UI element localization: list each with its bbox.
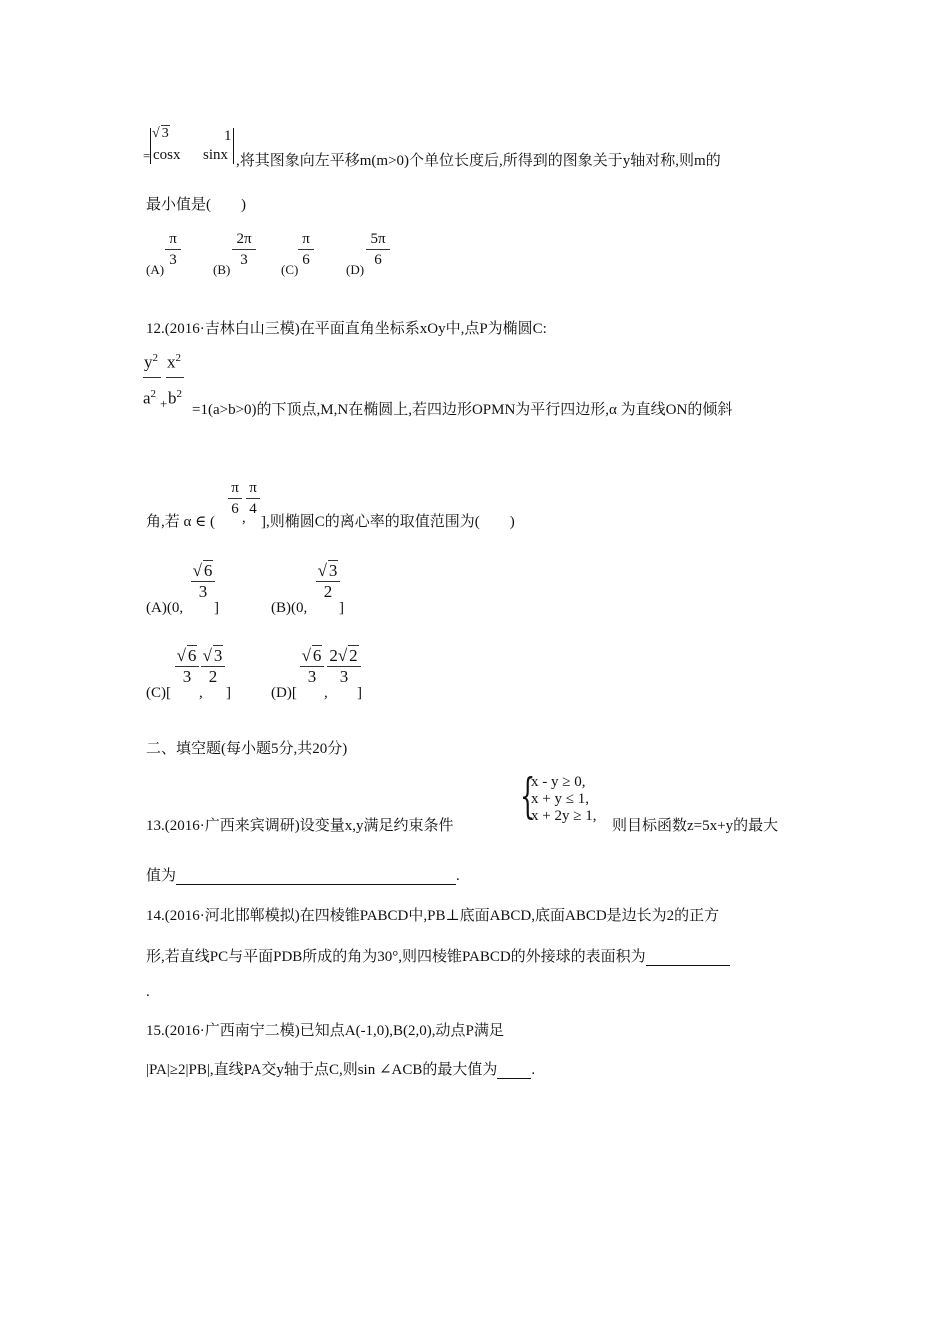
ellipse-num-y — [144, 352, 158, 373]
q15-line2 — [146, 1058, 535, 1079]
q11-option-a-label: (A) — [146, 262, 165, 277]
radicand: 3 — [328, 561, 338, 580]
q15-end: . — [531, 1062, 536, 1078]
frac-denominator: 6 — [374, 252, 382, 268]
frac-denominator: 6 — [302, 252, 310, 268]
frac-bar — [228, 498, 242, 499]
q12-option-c-close: ] — [226, 685, 231, 701]
ellipse-plus: + — [160, 396, 168, 411]
frac-denominator: 2 — [208, 667, 218, 686]
q15-answer-blank[interactable] — [497, 1062, 531, 1079]
q13-end: . — [456, 868, 460, 884]
q12-option-c-fraction-1 — [175, 647, 199, 686]
ellipse-equation — [142, 352, 192, 416]
constraint-1: x - y ≥ 0, — [531, 774, 586, 790]
ellipse-bar-2 — [166, 377, 184, 378]
q12-option-c-comma: , — [199, 685, 203, 701]
q11-option-b-fraction — [232, 230, 256, 269]
q12-option-b-label: (B)(0, — [271, 600, 308, 616]
ellipse-bar-1 — [143, 377, 161, 378]
q12-line3-pre: 角,若 α ∈ ( — [146, 514, 215, 530]
frac-numerator: √ 6 — [301, 646, 322, 665]
q12-option-c-label: (C)[ — [146, 685, 171, 701]
q12-line1: 12.(2016·吉林白山三模)在平面直角坐标系xOy中,点P为椭圆C: — [146, 321, 547, 337]
ellipse-num-y-var: y — [144, 352, 153, 372]
frac-denominator: 3 — [198, 582, 208, 601]
frac-numerator: π — [249, 480, 257, 496]
radicand: 6 — [203, 561, 213, 580]
frac-bar — [298, 249, 314, 250]
ellipse-den-a-var: a — [143, 388, 151, 408]
frac-denominator: 4 — [249, 501, 257, 517]
q11-option-d-label: (D) — [346, 262, 365, 277]
q14-line2-text: 形,若直线PC与平面PDB所成的角为30°,则四棱锥PABCD的外接球的表面积为 — [146, 949, 646, 965]
q12-option-d-comma: , — [324, 685, 328, 701]
q12-option-d-label: (D)[ — [271, 685, 297, 701]
ellipse-den-a — [143, 388, 156, 409]
q12-comma: , — [242, 510, 246, 526]
det-r1c2: 1 — [224, 128, 232, 144]
q12-option-a-fraction — [191, 562, 215, 601]
frac-numerator: √ 6 — [176, 646, 197, 665]
frac-bar — [246, 498, 260, 499]
frac-denominator: 2 — [323, 582, 333, 601]
frac-numerator: 5π — [370, 231, 386, 247]
det-r1c1-sqrt: √ 3 — [152, 126, 169, 141]
ellipse-num-x — [167, 352, 181, 373]
det-prefix: = — [143, 148, 151, 163]
exp: 2 — [176, 388, 182, 400]
q14-line2 — [146, 945, 730, 966]
q12-option-d-fraction-2 — [327, 647, 361, 686]
q12-alpha-lower-fraction — [228, 479, 242, 518]
q12-option-a-label: (A)(0, — [146, 600, 184, 616]
ellipse-num-x-var: x — [167, 352, 176, 372]
frac-numerator: π — [169, 231, 177, 247]
q14-answer-blank[interactable] — [646, 949, 730, 966]
constraint-2: x + y ≤ 1, — [531, 791, 589, 807]
frac-denominator: 3 — [169, 252, 177, 268]
frac-denominator: 3 — [182, 667, 192, 686]
frac-numerator: √ 3 — [317, 561, 338, 580]
q12-alpha-upper-fraction — [246, 479, 260, 518]
ellipse-den-b-var: b — [168, 388, 177, 408]
radicand: 6 — [312, 646, 322, 665]
frac-bar — [165, 249, 181, 250]
radicand: 2 — [349, 646, 358, 665]
frac-numerator: √ 3 — [202, 646, 223, 665]
constraint-system — [531, 774, 596, 825]
radicand: 3 — [213, 646, 223, 665]
q12-option-d-fraction-1 — [300, 647, 324, 686]
q11-option-b-label: (B) — [213, 262, 231, 277]
det-right-bar — [233, 128, 234, 164]
q12-option-a-close: ] — [214, 600, 219, 616]
q13-post: 则目标函数z=5x+y的最大 — [612, 818, 779, 834]
det-r2c1: cosx — [153, 147, 181, 163]
q14-end: . — [146, 984, 150, 1000]
frac-numerator: √ 6 — [192, 561, 213, 580]
frac-numerator: π — [231, 480, 239, 496]
ellipse-den-b — [168, 388, 182, 409]
frac-numerator: π — [302, 231, 310, 247]
det-r2c2: sinx — [203, 147, 229, 163]
q12-option-b-close: ] — [339, 600, 344, 616]
q11-line1: ,将其图象向左平移m(m>0)个单位长度后,所得到的图象关于y轴对称,则m的 — [236, 153, 721, 169]
q15-line2-text: |PA|≥2|PB|,直线PA交y轴于点C,则sin ∠ACB的最大值为 — [146, 1062, 498, 1078]
frac-bar — [232, 249, 256, 250]
q11-option-d-fraction — [366, 230, 390, 269]
q12-line2: =1(a>b>0)的下顶点,M,N在椭圆上,若四边形OPMN为平行四边形,α 为直线ON的倾斜 — [192, 402, 733, 418]
radicand: 6 — [187, 646, 197, 665]
det-r1c1: 3 — [161, 126, 169, 141]
q13-answer-blank[interactable] — [176, 868, 456, 885]
det-left-bar — [150, 128, 151, 164]
q12-option-d-close: ] — [357, 685, 362, 701]
q11-option-c-fraction — [298, 230, 314, 269]
q15-line1: 15.(2016·广西南宁二模)已知点A(-1,0),B(2,0),动点P满足 — [146, 1023, 504, 1039]
q13-pre: 13.(2016·广西来宾调研)设变量x,y满足约束条件 — [146, 818, 454, 834]
exp: 2 — [175, 352, 181, 364]
constraint-3: x + 2y ≥ 1, — [531, 808, 597, 824]
q12-option-c-fraction-2 — [201, 647, 225, 686]
exp: 2 — [150, 388, 157, 400]
frac-denominator: 3 — [240, 252, 248, 268]
q12-option-b-fraction — [316, 562, 340, 601]
frac-denominator: 6 — [231, 501, 239, 517]
frac-denominator: 3 — [307, 667, 317, 686]
constraint-brace: { — [520, 768, 536, 824]
q14-line1: 14.(2016·河北邯郸模拟)在四棱锥PABCD中,PB⊥底面ABCD,底面ABCD是边长为2的正方 — [146, 908, 720, 924]
q13-line2-text: 值为 — [146, 868, 177, 884]
q11-line2: 最小值是( ) — [146, 197, 246, 213]
frac-bar — [366, 249, 390, 250]
q11-option-c-label: (C) — [281, 262, 299, 277]
frac-numerator: 2√ 2 — [329, 646, 358, 665]
coefficient: 2 — [329, 646, 338, 665]
frac-denominator: 3 — [339, 667, 349, 686]
q13-line2 — [146, 864, 460, 885]
q11-option-a-fraction — [165, 230, 181, 269]
frac-numerator: 2π — [236, 231, 252, 247]
exp: 2 — [152, 352, 158, 364]
section-heading: 二、填空题(每小题5分,共20分) — [146, 741, 348, 757]
q12-line3-post: ],则椭圆C的离心率的取值范围为( ) — [261, 514, 515, 530]
